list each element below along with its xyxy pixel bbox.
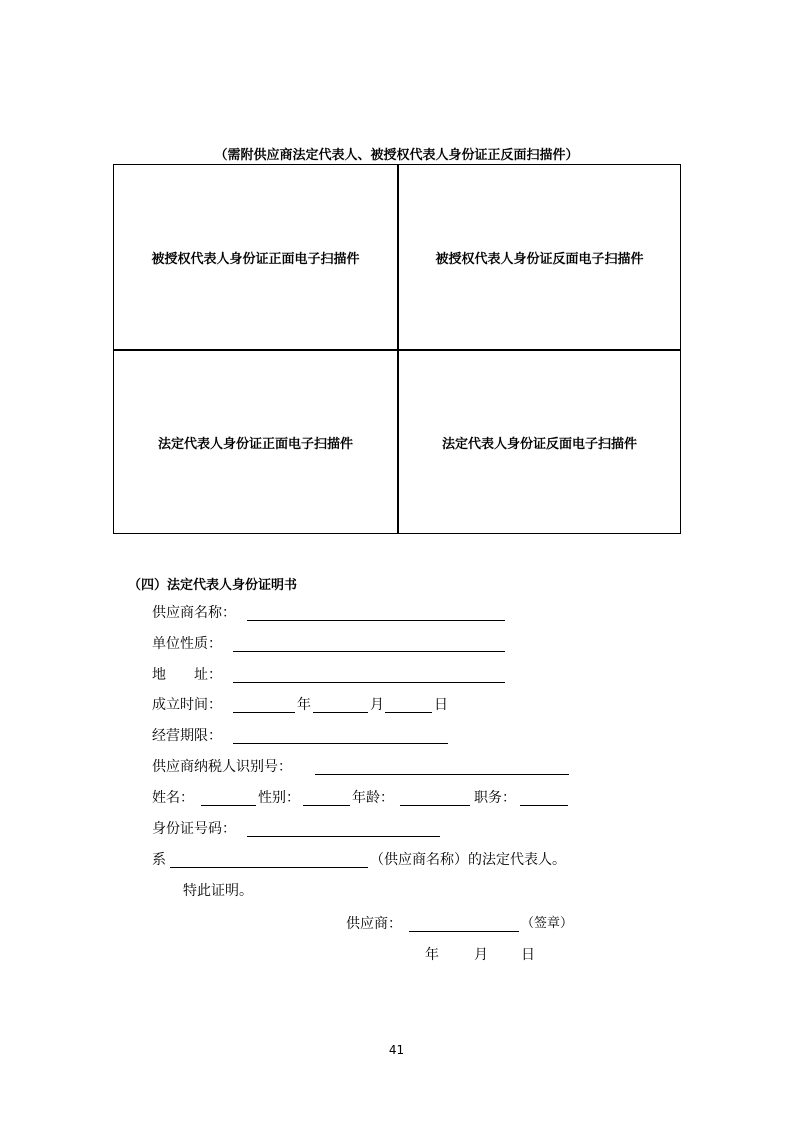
address-label: 地 址：	[152, 667, 222, 683]
established-month-blank	[313, 712, 368, 713]
position-label: 职务：	[474, 790, 516, 806]
relation-prefix: 系	[152, 852, 166, 868]
gender-blank	[303, 805, 350, 806]
section-heading: （四）法定代表人身份证明书	[128, 578, 298, 593]
supplier-sign-blank	[409, 931, 519, 932]
age-blank	[400, 805, 470, 806]
supplier-sign-label: 供应商：	[346, 916, 402, 932]
established-label: 成立时间：	[152, 697, 222, 713]
established-day-label: 日	[434, 697, 448, 713]
taxpayer-id-blank	[315, 774, 569, 775]
date-month-label: 月	[474, 947, 488, 963]
date-year-label: 年	[425, 947, 439, 963]
seal-label: （签章）	[521, 916, 574, 931]
established-month-label: 月	[370, 697, 384, 713]
table-cell-authorized-back: 被授权代表人身份证反面电子扫描件	[435, 251, 644, 267]
table-cell-legal-back: 法定代表人身份证反面电子扫描件	[441, 436, 637, 452]
gender-label: 性别：	[258, 790, 300, 806]
taxpayer-id-label: 供应商纳税人识别号：	[152, 759, 292, 775]
page-number: 41	[388, 1043, 405, 1057]
id-number-label: 身份证号码：	[152, 821, 236, 837]
table-cell-authorized-front: 被授权代表人身份证正面电子扫描件	[151, 251, 360, 267]
date-day-label: 日	[521, 947, 535, 963]
address-blank	[233, 682, 505, 683]
established-year-label: 年	[297, 697, 311, 713]
supplier-name-blank	[247, 620, 505, 621]
business-term-blank	[233, 743, 448, 744]
relation-suffix: （供应商名称）的法定代表人。	[370, 852, 566, 868]
person-name-label: 姓名：	[152, 790, 194, 806]
id-scan-table	[113, 164, 681, 534]
id-number-blank	[247, 836, 440, 837]
established-day-blank	[385, 712, 432, 713]
unit-nature-label: 单位性质：	[152, 636, 222, 652]
established-year-blank	[233, 712, 295, 713]
scan-note: （需附供应商法定代表人、被授权代表人身份证正反面扫描件）	[214, 148, 579, 163]
hereby-text: 特此证明。	[183, 883, 253, 899]
person-name-blank	[201, 805, 256, 806]
position-blank	[520, 805, 568, 806]
supplier-name-label: 供应商名称：	[152, 605, 236, 621]
table-cell-legal-front: 法定代表人身份证正面电子扫描件	[157, 436, 353, 452]
business-term-label: 经营期限：	[152, 728, 222, 744]
age-label: 年龄：	[352, 790, 394, 806]
unit-nature-blank	[233, 651, 505, 652]
relation-supplier-blank	[170, 867, 368, 868]
